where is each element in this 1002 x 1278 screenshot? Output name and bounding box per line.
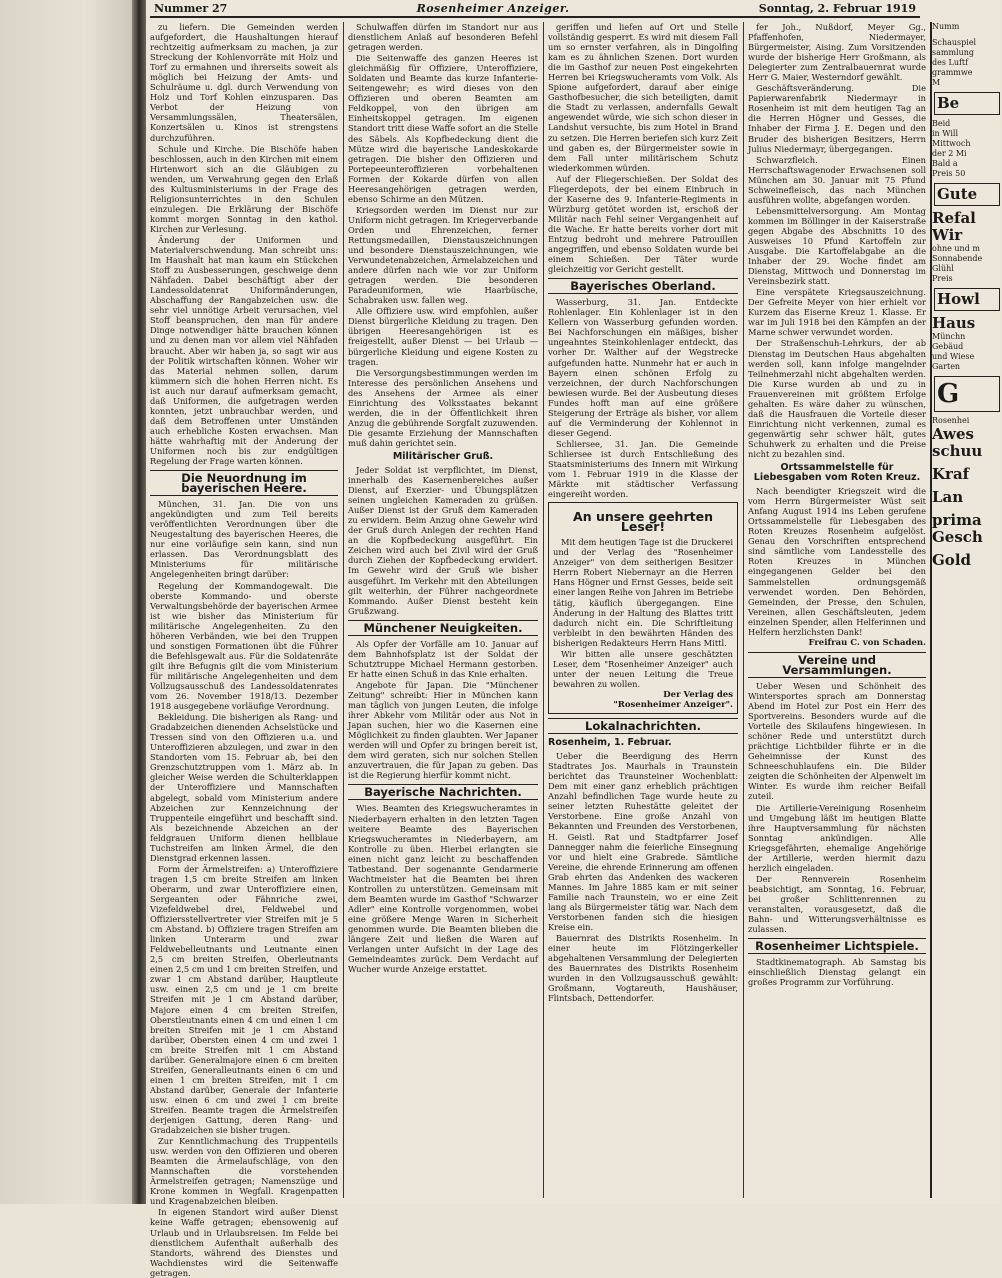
page-binding <box>132 0 146 1204</box>
edge-line: Lan <box>932 488 964 506</box>
facing-page-ads <box>930 22 1002 1198</box>
article-civilian-clothing: Alle Offiziere usw. wird empfohlen, außer Dienst bürgerliche Kleidung zu tragen. Den übrigen Heeresangehörigen ist es freigestellt, außer Dienst — bei Urlaub — bürgerliche Kleidung und eigene Kosten zu tragen. <box>348 306 538 367</box>
masthead <box>150 0 920 18</box>
headline-local-news: Lokalnachrichten. <box>548 718 738 734</box>
dateline: Rosenheim, 1. Februar. <box>548 737 672 749</box>
article-command: Regelung der Kommandogewalt. Die oberste Kommando- und oberste Verwaltungsbehörde der bayerischen Armee ist wie bisher das Ministerium für militärische Angelegenheiten. Zu den höheren Verbänden, wie bei den Truppen und sonstigen Formationen übt die Führer die Befehlsgewalt aus. Für die Soldatenräte gilt ihre Befugnis gilt die vom Ministerium für militärische Angelegenheiten und dem Vollzugsausschuß des Landessoldatenrates vom 26. November 1918/13. Dezember 1918 ausgegebene vorläufige Verordnung. <box>150 580 338 712</box>
article-funeral: Ueber die Beerdigung des Herrn Stadtrates Jos. Maurhals in Traunstein berichtet das Traunsteiner Wochenblatt: Dem mit einer ganz erheblich prächtigen Anzahl befindlichen Tage wurde heute zu seiner letzten Ruhestätte geleitet der Verstorbene. Eine große Anzahl von Bekannten und Freunden des Verstorbenen, H. Geistl. Rat und Stadtpfarrer Josef Dannegger nahm die feierliche Einsegnung vor und hielt eine Grabrede. Sämtliche Vereine, die ehrende Erinnerung am offenen Grab ehrten das Andenken des wackeren Mannes. Im Jahre 1885 kam er mit seiner Familie nach Traunstein, wo er eine Zeit lang als Bürgermeister tätig war. Nach dem Verstorbenen fanden sich die hiesigen Kreise ein. <box>548 751 738 932</box>
article-uniforms: Änderung der Uniformen und Materialverschwendung. Man schreibt uns: Im Haushalt hat man kaum ein Stückchen Stoff zu Ausbesserungen, geschweige denn Nähfaden. Dabei beschäftigt aber der Landessoldatenrat Uniformänderungen, Abschaffung der Rangabzeichen usw. die sehr viel unnötige Arbeit verursachen, viel Stoff beanspruchen, den man für andere Dinge notwendiger hätte brauchen können und zu denen man vor allem viel Nähfaden braucht. Aber wir haben ja, so sagt wir aus der Politik wirtschaften können. Woher wir das Material nehmen sollen, darum kümmern sich die hohen Herren nicht. Es ist auch nur darauf aufmerksam gemacht, daß Uniformen, die aufgetragen werden konnten, jetzt unbrauchbar werden, und daß dem Betroffenen unter Umständen auch erhebliche Kosten erwachsen. Man hätte wahrhaftig mit der Änderung der Uniformen noch bis zur endgültigen Regelung der Frage warten können. <box>150 234 338 467</box>
article-text: zu liefern. Die Gemeinden werden aufgefordert, die Haushaltungen hierauf rechtzeitig aufmerksam zu machen, ja zur Streckung der Kohlenvorräte mit Holz und Torf zu ermahnen und ihrerseits soweit als möglich bei Heizung der Amts- und Schulräume u. dgl. durch Verwendung von Holz und Torf Kohlen einzusparen. Das Verbot der Heizung von Versammlungssälen, Theatersälen, Konzertsälen u. Kinos ist strengstens durchzuführen. <box>150 22 338 143</box>
article-text: geriffen und liefen auf Ort und Stelle vollständig gesperrt. Es wird mit diesem Fall um so ernster verfahren, als in Dingolfing kam es zu ähnlichen Szenen. Dort wurden die im Gasthof zur neuen Post eingekehrten Herren bei Kriegswucheramts vom Volk. Als Spione aufgefordert, darauf aber einige Gasthofbesucher, die sich beteiligten, damit die Stadt zu verlassen, andernfalls Gewalt angewendet würde, wie sich schon dieser in Landshut versuchte, bis zum Hotel in Brand zu setzen. Die Herren beriefen sich kurz Zeit und gaben es, der Bürgermeister sowie in dem Fall unter militärischem Schutz wiederkommen würden. <box>548 22 738 173</box>
edge-line: Garten <box>932 362 961 371</box>
edge-line: prima <box>932 511 982 529</box>
column-rule <box>743 22 744 1198</box>
article-business-change: Geschäftsveränderung. Die Papierwarenfabrik Niedermayr in Rosenheim ist mit dem heutigen Tag an die Herren Högner und Gesses, die Inhaber der Firma J. E. Degen und den Bruder des bisherigen Besitzers, Herrn Julius Niedermayr, übergegangen. <box>748 83 926 154</box>
article-black-meat: Schwarzfleich. Einen Herrschaftswagenoder Erwachsenen soll München am 30. Januar mit 75 Pfund Schweinefleisch, das nach München ausführen wollte, abgefangen worden. <box>748 154 926 205</box>
article-text: Schulwaffen dürfen im Standort nur aus dienstlichem Anlaß auf besonderen Befehl getragen werden. <box>348 22 538 53</box>
left-margin-gutter <box>0 0 142 1204</box>
article-cinema: Stadtkinematograph. Ab Samstag bis einschließlich Dienstag gelangt ein großes Programm zur Vorführung. <box>748 957 926 988</box>
edge-line: der 2 Mi <box>932 149 967 158</box>
column-rule <box>343 22 344 1198</box>
article-victim: Als Opfer der Vorfälle am 10. Januar auf dem Bahnhofsplatz ist der Soldat der Schutztruppe Michael Hermann gestorben. Er hatte einen Schuß in das Knie erhalten. <box>348 638 538 679</box>
column-2 <box>348 22 538 1198</box>
column-4 <box>748 22 926 1198</box>
edge-line: Gesch <box>932 528 983 546</box>
edge-line: Bald a <box>932 159 958 168</box>
notice-to-readers <box>548 502 738 714</box>
signature: Freifrau C. von Schaden. <box>808 637 926 648</box>
edge-line: ohne und m <box>932 244 980 253</box>
article-racing: Der Rennverein Rosenheim beabsichtigt, am Sonntag, 16. Februar, bei großer Schlittenrennen zu veranstalten, vorausgesetzt, daß die Bahn- und Witterungsverhältnisse es zulassen. <box>748 873 926 935</box>
article-sidearms: Die Seitenwaffe des ganzen Heeres ist gleichmäßig für Offiziere, Unteroffiziere, Soldaten und Beamte das kurze Infanterie-Seitengewehr; es wird dieses von den Offizieren und oberen Beamten am Feldkoppel, von den übrigen am Einheitskoppel getragen. Im eigenen Standort tritt diese Waffe sofort an die Stelle des Säbels. Als Kopfbedeckung dient die Mütze wird die bayerische Landeskokarde getragen. Die bisher den Offizieren und Portepeeunteroffizieren vorbehaltenen Formen der Kokarde dürfen von allen Heeresangehörigen getragen werden, ebenso Schirme an den Mützen. <box>348 53 538 204</box>
article-artillery: Die Artillerie-Vereinigung Rosenheim und Umgebung läßt im heutigen Blatte ihre Hauptversammlung für nächsten Sonntag ankündigen. Alle Kriegsgefährten, ehemalige Angehörige der Artillerie, werden hiermit dazu herzlich eingeladen. <box>748 802 926 873</box>
article-decorations: Kriegsorden werden im Dienst nur zur Uniform nicht getragen. Im Kriegerverbande Orden und Ehrenzeichen, ferner Rettungsmedaillen, Dienstauszeichnungen und besondere Dienstauszeichnungen, wie Verwundetenabzeichen, Ärmelabzeichen und andere dürfen nach wie vor zur Uniform getragen werden. Die besonderen Paradeuniformen, wie Haarbüsche, Schabraken usw. fallen weg. <box>348 204 538 306</box>
column-3 <box>548 22 738 1198</box>
headline-cinema: Rosenheimer Lichtspiele. <box>748 938 926 954</box>
article-aviation: Auf der Fliegerschießen. Der Soldat des Fliegerdepots, der bei einem Einbruch in der Kaserne des 9. Infanterie-Regiments in Würzburg getötet worden ist, erschoß der Militär nach Fehl seiner Vergangenheit auf die Wache. Er hatte bereits vorher dort mit Entzug bedroht und mehrere Patrouillen angegriffen, und ebenso Soldaten wurde bei einem Schießen. Der Täter wurde gleichzeitig vor Gericht gestellt. <box>548 173 738 275</box>
headline-oberland: Bayerisches Oberland. <box>548 278 738 294</box>
edge-line: schuu <box>932 442 983 460</box>
article-weapons: In eigenen Standort wird außer Dienst keine Waffe getragen; ebensowenig auf Urlaub und in Urlaubsreisen. Im Felde bei dienstlichem Aufenthalt außerhalb des Standorts, während des Dienstes und Wachdienstes wird die Seitenwaffe getragen. <box>150 1207 338 1278</box>
edge-line: Mittwoch <box>932 139 971 148</box>
subheading-military-salute: Militärischer Gruß. <box>392 450 494 462</box>
headline-army-reorganization: Die Neuordnung im bayerischen Heere. <box>150 470 338 496</box>
edge-ad-box: Gute <box>934 183 1000 206</box>
article-farmers-council: Bauernrat des Distrikts Rosenheim. In einer heute im Flötzingerkeller abgehaltenen Versammlung der Delegierten des Bauernrates des Distrikts Rosenheim wurden in den Vollzugsausschuß gewählt: Großmann, Vogtareuth, Haushäuser, Flintsbach, Dettendorfer. <box>548 932 738 1004</box>
edge-line: M <box>932 78 941 87</box>
edge-line: Glühl <box>932 264 954 273</box>
notice-title: An unsere geehrten Leser! <box>573 509 713 535</box>
edge-line: und Wiese <box>932 352 975 361</box>
edge-line: Refal <box>932 209 976 227</box>
headline-associations: Vereine und Versammlungen. <box>748 652 926 678</box>
article-red-cross: Nach beendigter Kriegszeit wird die vom Herrn Bürgermeister Wüst seit Anfang August 1914 ins Leben gerufene Ortssammelstelle für Liebesgaben des Roten Kreuzes Rosenheim aufgelöst. Genau den Vorschriften entsprechend sind sämtliche vom Landesstelle des Roten Kreuzes in München eingegangenen Gelder bei den Sammelstellen ordnungsgemäß verwendet worden. Den Behörden, Gemeinden, der Presse, den Schulen, Vereinen, allen Geschäftsleuten, jedem einzelnen Spender, allen Helferinnen und Helfern herzlichsten Dank! <box>748 486 926 637</box>
column-rule <box>543 22 544 1198</box>
edge-line: Awes <box>932 425 974 443</box>
edge-line: Numm <box>932 22 960 31</box>
article-salute: Jeder Soldat ist verpflichtet, im Dienst, innerhalb des Kasernenbereiches außer Dienst, auf Exerzier- und Übungsplätzen seinen ungleichen Kameraden zu grüßen. Außer Dienst ist der Gruß dem Kameraden zu erwidern. Beim Anzug ohne Gewehr wird der Gruß durch Anlegen der rechten Hand an die Kopfbedeckung ausgeführt. Ein Zeichen wird auch bei Zivil wird der Gruß durch Ziehen der Kopfbedeckung erwidert. Im Gewehr wird der Gruß wie bisher ausgeführt. Im Verkehr mit den Abteilungen gilt weiterhin, der Führer nachgeordnete Kommando. Außer Dienst besteht kein Grußzwang. <box>348 465 538 616</box>
edge-line: Haus <box>932 314 976 332</box>
article-usury-office: Wies. Beamten des Kriegswucheramtes in Niederbayern erhalten in den letzten Tagen weitere Beamte des Bayerischen Kriegswucheramtes in Niederbayern, am Kontrolle zu üben. Hierbei erlangten sie einen nicht ganz leicht zu beschaffenden Tatbestand. Der sogenannte Gendarmerie Wachtmeister hat die Beamten bei ihren Kontrollen zu unterstützen. Gemeinsam mit dem Beamten wurde im Gasthof "Schwarzer Adler" eine Kontrolle vorgenommen, wobei eine größere Menge Waren in Sicherheit genommen wurde. Die Beamten blieben die längere Zeit und ließen die Waren auf Verlangen unter Aufsicht in der Lage des Gemeindeamtes zurück. Dem Verdacht auf Wucher wurde Anzeige erstattet. <box>348 803 538 975</box>
notice-signature-line-1: Der Verlag des <box>663 689 733 700</box>
edge-ad-box: Howl <box>934 288 1000 311</box>
notice-signature-line-2: "Rosenheimer Anzeiger". <box>613 700 733 710</box>
edge-line: Gold <box>932 551 972 569</box>
edge-line: Beid <box>932 119 951 128</box>
edge-line: Gebäud <box>932 342 964 351</box>
article-wasserburg: Wasserburg, 31. Jan. Entdeckte Rohlenlager. Ein Kohlenlager ist in den Kellern von Wasserburg gefunden worden. Bei Nachforschungen ein mäßiges, bisher ungeahntes Steinkohlenlager entdeckt, das vorher Dr. Walther auf der Wegstrecke aufgefunden hatte. Nunmehr hat er auch in Bayern einen schönen Erfolg zu verzeichnen, der durch Nachforschungen bewiesen wurde. Bei der Ausbeutung dieses Fundes hofft man auf eine größere Steigerung der Erträge als bisher, vor allem auf die Verminderung der Kohlennot in dieser Gegend. <box>548 297 738 438</box>
edge-ad-box: Be <box>934 92 1000 115</box>
edge-line: grammwe <box>932 68 973 77</box>
subheading-red-cross: Ortssammelstelle für Liebesgaben vom Roten Kreuz. <box>753 462 921 484</box>
edge-line: Wir <box>932 226 963 244</box>
article-schliersee: Schliersee, 31. Jan. Die Gemeinde Schliersee ist durch Entschließung des Staatsministeriums des Innern mit Wirkung vom 1. Februar 1919 in die Klasse der Märkte mit städtischer Verfassung eingereiht worden. <box>548 438 738 500</box>
edge-line: Rosenhei <box>932 416 970 425</box>
newspaper-title: Rosenheimer Anzeiger. <box>416 1 570 15</box>
notice-body: Mit dem heutigen Tage ist die Druckerei und der Verlag des "Rosenheimer Anzeiger" von dem seitherigen Besitzer Herrn Robert Niebernayr an die Herren Hans Högner und Ernst Gesses, beide seit einer langen Reihe von Jahren im Betriebe tätig, käuflich übergegangen. Eine Änderung in der Haltung des Blattes tritt dadurch nicht ein. Die Schriftleitung verbleibt in den bewährten Händen des bisherigen Redakteurs Herrn Hans Mittl. <box>553 537 733 648</box>
headline-bavarian-news: Bayerische Nachrichten. <box>348 784 538 800</box>
issue-number: Nummer 27 <box>154 1 228 15</box>
article-troop-identification: Zur Kenntlichmachung des Truppenteils usw. werden von den Offizieren und oberen Beamten die Ärmelaufschläge, von den Mannschaften die vorstehenden Ärmelstreifen getragen; Namenszüge und Krone kommen in Wegfall. Kragenpatten und Kragenabzeichen bleiben. <box>150 1136 338 1207</box>
edge-line: Kraf <box>932 465 970 483</box>
article-shoe-course: Der Straßenschuh-Lehrkurs, der ab Dienstag im Deutschen Haus abgehalten werden soll, kann infolge mangelnder Teilnehmerzahl nicht abgehalten werden. Die Kurse wurden ab und zu in Frauenvereinen mit größtem Erfolge gehalten. Es wäre daher zu wünschen, daß die Hausfrauen die Vorteile dieser Einrichtung nicht verkennen, zumal es gegenwärtig sehr schwer hält, gutes Schuhwerk zu erhalten und die Preise nicht zu bezahlen sind. <box>748 338 926 459</box>
edge-line: Schauspiel <box>932 38 977 47</box>
article-army-intro: München, 31. Jan. Die von uns angekündigten und zum Teil bereits veröffentlichten Verordnungen über die Neugestaltung des bayerischen Heeres, die nur eine vorläufige sein kann, sind nun erlassen. Das Verordnungsblatt des Ministeriums für militärische Angelegenheiten bringt darüber: <box>150 499 338 580</box>
edge-line: Sonnabende <box>932 254 983 263</box>
edge-line: in Will <box>932 129 959 138</box>
article-school-church: Schule und Kirche. Die Bischöfe haben beschlossen, auch in den Kirchen mit einem Hirtenwort sich an die Gläubigen zu wenden, um Verwahrung gegen den Erlaß des Kultusministeriums in der Frage des Religionsunterrichtes in den Schulen einzulegen. Die Erklärung der Bischöfe kommt morgen Sonntag in den kathol. Kirchen zur Verlesung. <box>150 143 338 234</box>
edge-line: des Luftf <box>932 58 969 67</box>
article-winter-sport: Ueber Wesen und Schönheit des Wintersportes sprach am Donnerstag Abend im Hotel zur Post ein Herr des Sportvereins. Besonders wurde auf die Vorteile des Skilaufens hingewiesen. In schöner Rede und unterstützt durch prächtige Lichtbilder führte er in die Geheimnisse der Kunst des Schneeschuhlaufens ein. Die Bilder zeigten die Schönheiten der Alpenwelt im Winter. Es wurde ihm reicher Beifall zuteil. <box>748 680 926 802</box>
article-food-supply: Lebensmittelversorgung. Am Montag kommen im Böllinger in der Kaiserstraße gegen Abgabe des Abschnitts 10 des Ausweises 10 Pfund Kartoffeln zur Ausgabe. Die Kartoffelabgabe an die Inhaber der 29. Woche findet am Dienstag, Mittwoch und Donnerstag im Vereinsbezirk statt. <box>748 205 926 287</box>
article-text: fer Joh., Nußdorf, Meyer Gg., Pfaffenhofen, Niedermayer, Bürgermeister, Aising. Zum Vorsitzenden wurde der bisherige Herr Großmann, als Delegierter zum Zentralbauernrat wurde Herr G. Maier, Westerndorf gewählt. <box>748 22 926 83</box>
column-1 <box>150 22 338 1278</box>
article-appearance: Die Versorgungsbestimmungen werden im Interesse des persönlichen Ansehens und des Ansehens der Armee als einer Einrichtung des Volksstaates bekannt werden, die in der Öffentlichkeit ihren Anzug die gebührende Sorgfalt zuzuwenden. Die gesamte Erziehung der Mannschaften muß dahin gerichtet sein. <box>348 367 538 448</box>
edge-line: sammlung <box>932 48 975 57</box>
article-sleeve-stripes: Form der Ärmelstreifen: a) Unteroffiziere tragen 1,5 cm breite Streifen am linken Oberarm, und zwar Unteroffiziere einen, Sergeanten oder Fähnriche zwei, Vizefeldwebel drei, Feldwebel und Offiziersstellvertreter vier Streifen mit je 5 cm Abstand. b) Offiziere tragen Streifen am linken Unterarm und zwar Feldwebelleutnants und Leutnante einen 2,5 cm breiten Streifen, Oberleutnants einen 2,5 cm und 1 cm breiten Streifen, und zwar 1 cm Abstand darüber, Hauptleute usw. einen 2,5 cm und je 1 cm breite Streifen mit je 1 cm Abstand darüber, Majore einen 4 cm breiten Streifen, Oberstleutnants einen 4 cm und einen 1 cm breiten Streifen mit je 1 cm Abstand darüber, Obersten einen 4 cm und zwei 1 cm breite Streifen mit 1 cm Abstand darüber. Generalmajore einen 6 cm breiten Streifen, Generalleutnants einen 6 cm und einen 1 cm breiten Streifen, mit 1 cm Abstand darüber, Generale der Infanterie usw. einen 6 cm und zwei 1 cm breite Streifen. Beamte tragen die Ärmelstreifen derjenigen Gattung, deren Rang- und Gradabzeichen sie bisher trugen. <box>150 863 338 1136</box>
edge-line: Preis <box>932 274 953 283</box>
issue-date: Sonntag, 2. Februar 1919 <box>758 1 916 15</box>
article-war-decoration: Eine verspätete Kriegsauszeichnung. Der Gefreite Meyer von hier erhielt vor Kurzem das Eiserne Kreuz 1. Klasse. Er war im Juli 1918 bei den Kämpfen an der Marne schwer verwundet worden. <box>748 287 926 338</box>
edge-ad-box: G <box>934 376 1000 412</box>
article-japan: Angebote für Japan. Die "Münchener Zeitung" schreibt: Hier in München kann man täglich von jungen Leuten, die infolge ihrer Abkehr vom Militär oder aus Not in Japan suchen, hier wo die Kasernen eine Möglichkeit zu finden glaubten. Wer Japaner werden will und Opfer zu bringen bereit ist, dem wird geraten, sich nur solchen Stellen anzuvertrauen, die für Japan zu geben. Das ist die Regierung hierfür kommt nicht. <box>348 679 538 781</box>
notice-body-2: Wir bitten alle unsere geschätzten Leser, dem "Rosenheimer Anzeiger" auch unter der neuen Leitung die Treue bewahren zu wollen. <box>553 648 733 689</box>
headline-munich-news: Münchener Neuigkeiten. <box>348 620 538 636</box>
article-clothing: Bekleidung. Die bisherigen als Rang- und Gradabzeichen dienenden Achselstücke und Tressen sind von den Offizieren u.a. und Unteroffizieren abzulegen, und zwar in den Standorten vom 15. Februar ab, bei den Grenzschutztruppen vom 1. März ab. In gleicher Weise werden die Schulterklappen der Unteroffiziere und Mannschaften abgelegt, sobald vom Ministerium andere Abzeichen zur Kennzeichnung der Truppenteile eingeführt und beschafft sind. Als bezeichnende Abzeichen an der feldgrauen Uniform dienen hellblaue Tuchstreifen am linken Ärmel, die den Dienstgrad erkennen lassen. <box>150 712 338 863</box>
edge-line: Münchn <box>932 332 966 341</box>
edge-line: Preis 50 <box>932 169 966 178</box>
